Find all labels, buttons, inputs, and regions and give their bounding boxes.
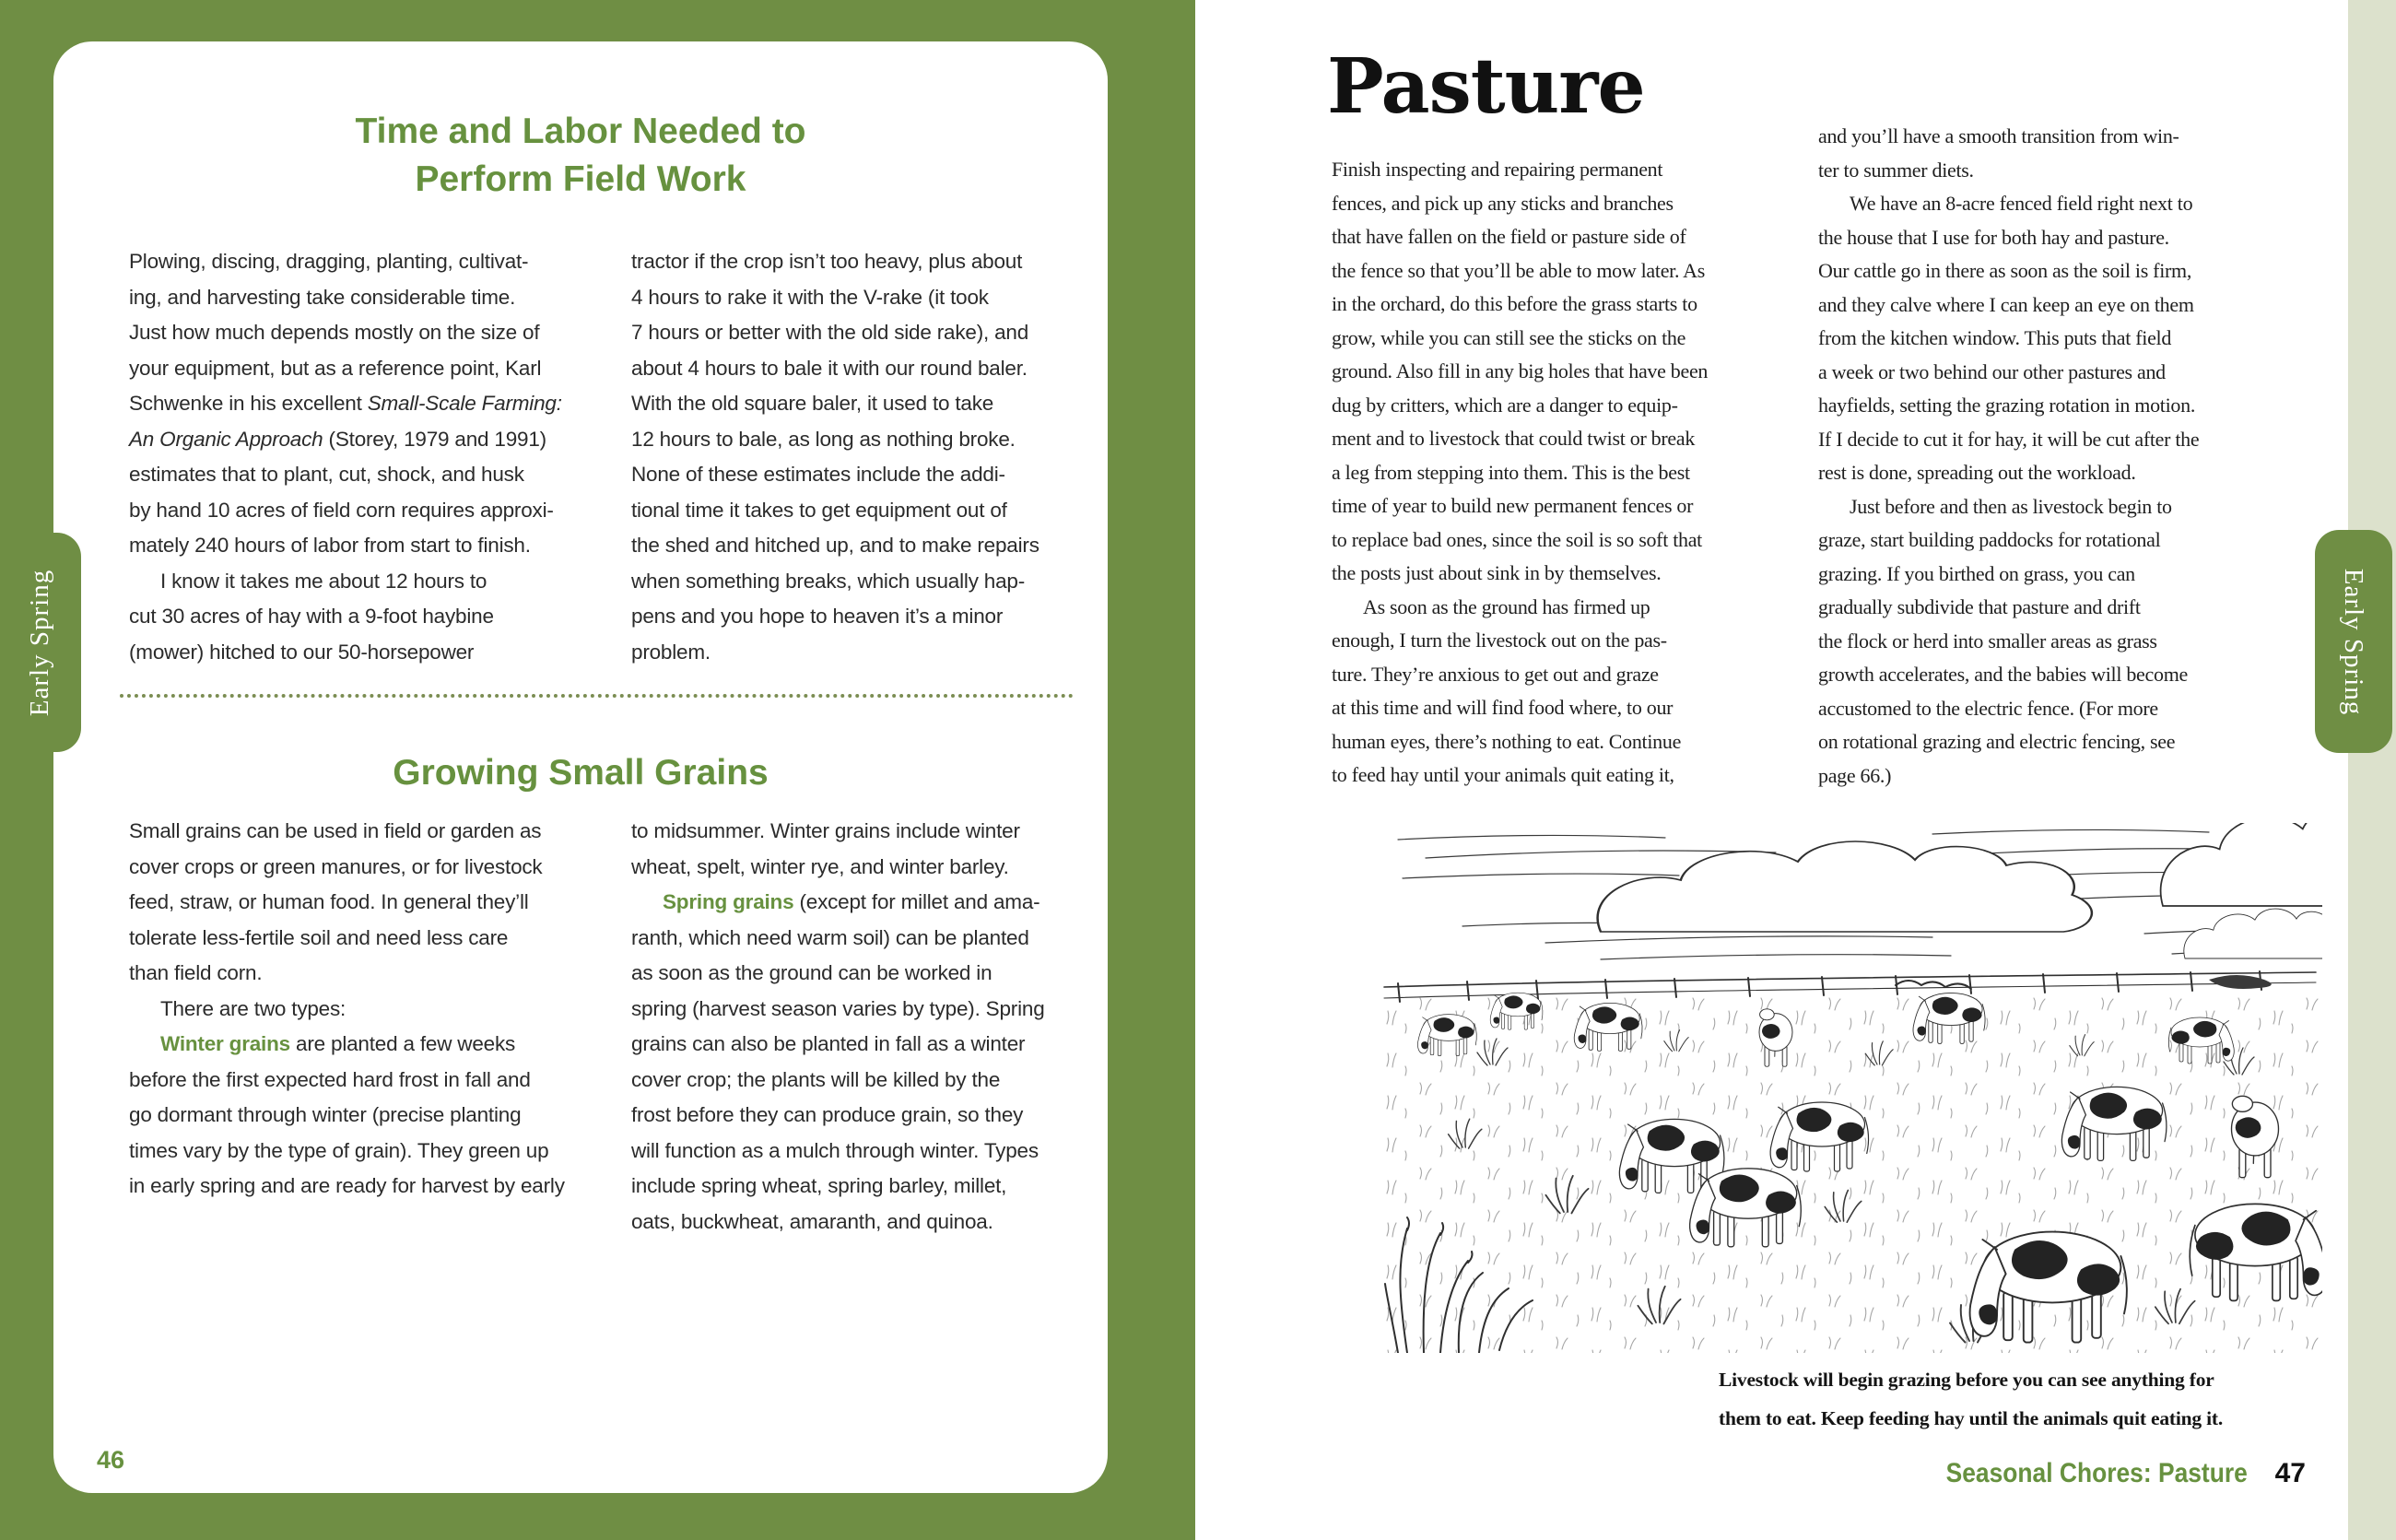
section1-title-line1: Time and Labor Needed to (355, 112, 806, 151)
right-page (1195, 0, 2348, 1540)
pasture-illustration (1380, 823, 2322, 1353)
pasture-title: Pasture (1327, 42, 1645, 131)
footer-label: Seasonal Chores: Pasture (1945, 1458, 2248, 1488)
section1-title (101, 108, 1060, 204)
pasture-column-1: Finish inspecting and repairing permanent fences, and pick up any sticks and branches that have fallen on the field or pasture side of the fence so that you’ll be able to mow later. As in the orchard, do this before the grass starts to grow, while you can still see the sticks on the ground. Also fill in any big holes that have been dug by critters, which are a danger to equip- ment and to livestock that could twist or break a leg from stepping into them. This is the best time of year to build new permanent fences or to replace bad ones, since the soil is so soft that the posts just about sink in by themselves. As soon as the ground has firmed up enough, I turn the livestock out on the pas- ture. They’re anxious to get out and graze at this time and will find food where, to our human eyes, there’s nothing to eat. Continue to feed hay until your animals quit eating it, (1332, 158, 1709, 786)
left-page (53, 41, 1108, 1493)
page-number-right: 47 (2274, 1458, 2306, 1488)
running-footer (1905, 1458, 2306, 1489)
pasture-column-2: and you’ll have a smooth transition from win- ter to summer diets. We have an 8-acre fenced field right next to the house that I use for both hay and pasture. Our cattle go in there as soon as the soil is firm, and they calve where I can keep an eye on them from the kitchen window. This puts that field a week or two behind our other pastures and hayfields, setting the grazing rotation in motion. If I decide to cut it for hay, it will be cut after the rest is done, spreading out the workload. Just before and then as livestock begin to graze, start building paddocks for rotational grazing. If you birthed on grass, you can gradually subdivide that pasture and drift the flock or herd into smaller areas as grass growth accelerates, and the babies will become accustomed to the electric fence. (For more on rotational grazing and electric fencing, see page 66.) (1818, 124, 2200, 787)
tab-early-spring-right[interactable] (2315, 530, 2392, 753)
tab-early-spring-right-label: Early Spring (2339, 568, 2369, 715)
section2-column-1: Small grains can be used in field or garden as cover crops or green manures, or for livestock feed, straw, or human food. In general they’ll tolerate less-fertile soil and need less care than field corn. There are two types: Winter grains are planted a few weeks before the first expected hard frost in fall and go dormant through winter (precise planting times vary by the type of grain). They green up in early spring and are ready for harvest by early (129, 819, 565, 1197)
section1-title-line2: Perform Field Work (415, 159, 746, 199)
sage-edge-strip (2348, 0, 2396, 1540)
page-number-left: 46 (97, 1446, 125, 1474)
section2-title: Growing Small Grains (393, 753, 769, 793)
tab-early-spring-left-label: Early Spring (25, 569, 55, 716)
section1-column-2: tractor if the crop isn’t too heavy, plus about 4 hours to rake it with the V-rake (it took 7 hours or better with the old side rake), and about 4 hours to bale it with our round baler. With the old square baler, it used to take 12 hours to bale, as long as nothing broke. None of these estimates include the addi- tional time it takes to get equipment out of the shed and hitched up, and to make repairs when something breaks, which usually hap- pens and you hope to heaven it’s a minor problem. (631, 250, 1039, 664)
illustration-caption: Livestock will begin grazing before you can see anything for them to eat. Keep feeding hay until the animals quit eating it. (1719, 1369, 2223, 1429)
section1-column-1: Plowing, discing, dragging, planting, cultivat- ing, and harvesting take considerable time. Just how much depends mostly on the size of your equipment, but as a reference point, Karl Schwenke in his excellent Small-Scale Farming: An Organic Approach (Storey, 1979 and 1991) estimates that to plant, cut, shock, and husk by hand 10 acres of field corn requires approxi- mately 240 hours of labor from start to finish. I know it takes me about 12 hours to cut 30 acres of hay with a 9-foot haybine (mower) hitched to our 50-horsepower (129, 250, 562, 664)
dotted-divider (120, 694, 1074, 698)
section2-column-2: to midsummer. Winter grains include winter wheat, spelt, winter rye, and winter barley. Spring grains (except for millet and ama- ranth, which need warm soil) can be planted as soon as the ground can be worked in spring (harvest season varies by type). Spring grains can also be planted in fall as a winter cover crop; the plants will be killed by the frost before they can produce grain, so they will function as a mulch through winter. Types include spring wheat, spring barley, millet, oats, buckwheat, amaranth, and quinoa. (631, 819, 1045, 1233)
tab-early-spring-left[interactable] (0, 533, 81, 752)
